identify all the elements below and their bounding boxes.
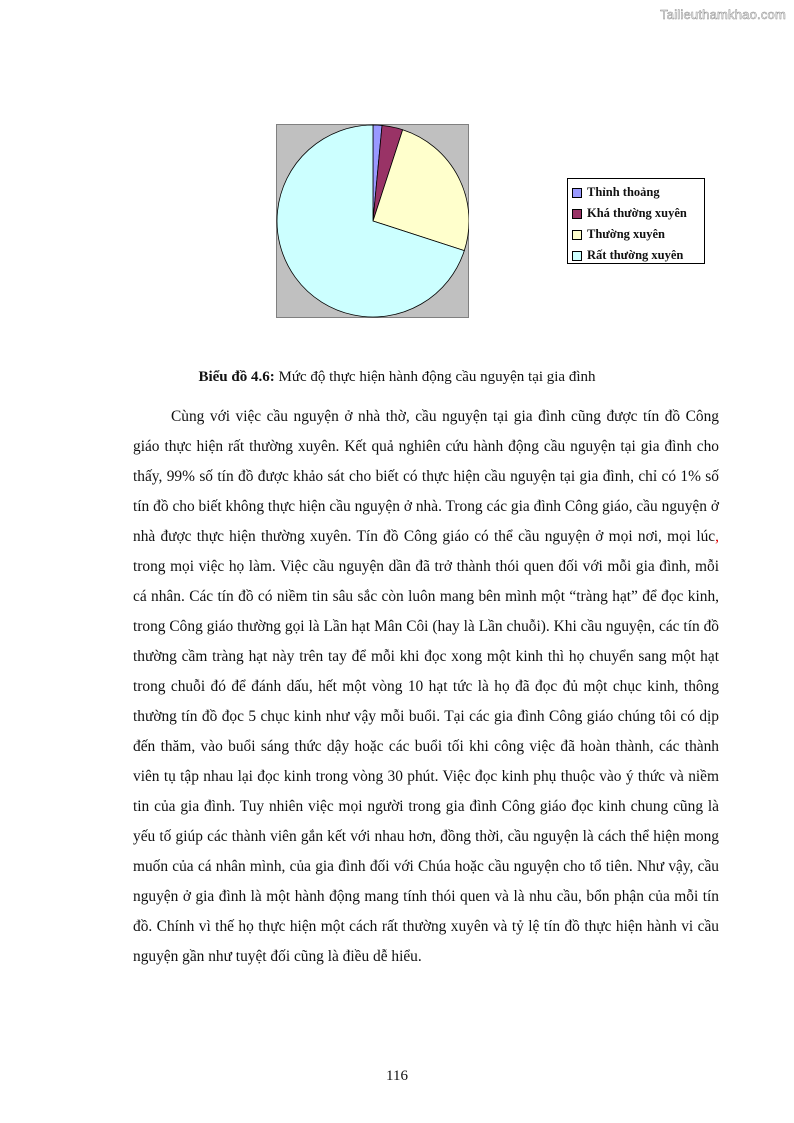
legend-item [572, 224, 704, 245]
pie-chart [276, 124, 469, 318]
caption-label: Biểu đồ 4.6: [198, 369, 275, 385]
watermark: Tailieuthamkhao.com [660, 7, 786, 22]
legend-label: Thỉnh thoảng [587, 185, 660, 199]
chart-legend [567, 178, 705, 264]
body-paragraph [133, 402, 719, 972]
figure-caption [0, 367, 794, 387]
legend-item [572, 182, 704, 203]
body-text-part-1: Cùng với việc cầu nguyện ở nhà thờ, cầu nguyện tại gia đình cũng được tín đồ Công giáo thực hiện rất thường xuyên. Kết quả nghiên cứu hành động cầu nguyện tại gia đình cho thấy, 99% số tín đồ được khảo sát cho biết có thực hiện cầu nguyện tại gia đình, chỉ có 1% số tín đồ cho biết không thực hiện cầu nguyện ở nhà. Trong các gia đình Công giáo, cầu nguyện ở nhà được thực hiện thường xuyên. Tín đồ Công giáo có thể cầu nguyện ở mọi nơi, mọi lúc [133, 408, 719, 545]
caption-text: Mức độ thực hiện hành động cầu nguyện tại gia đình [274, 369, 596, 385]
body-text-comma: , [715, 528, 719, 545]
legend-item [572, 245, 704, 266]
body-text-part-2: trong mọi việc họ làm. Việc cầu nguyện dần đã trở thành thói quen đối với mỗi gia đình, mỗi cá nhân. Các tín đồ có niềm tin sâu sắc còn luôn mang bên mình một “tràng hạt” để đọc kinh, trong Công giáo thường gọi là Lần hạt Mân Côi (hay là Lần chuỗi). Khi cầu nguyện, các tín đồ thường cầm tràng hạt này trên tay để mỗi khi đọc xong một kinh thì họ chuyển sang một hạt trong chuỗi đó để đánh dấu, hết một vòng 10 hạt tức là họ đã đọc đủ một chục kinh, thông thường tín đồ đọc 5 chục kinh như vậy mỗi buổi. Tại các gia đình Công giáo chúng tôi có dịp đến thăm, vào buổi sáng thức dậy hoặc các buổi tối khi công việc đã hoàn thành, các thành viên tụ tập nhau lại đọc kinh trong vòng 30 phút. Việc đọc kinh phụ thuộc vào ý thức và niềm tin của gia đình. Tuy nhiên việc mọi người trong gia đình Công giáo đọc kinh chung cũng là yếu tố giúp các thành viên gắn kết với nhau hơn, đồng thời, cầu nguyện là cách thể hiện mong muốn của cá nhân mình, của gia đình đối với Chúa hoặc cầu nguyện cho tổ tiên. Như vậy, cầu nguyện ở gia đình là một hành động mang tính thói quen và là nhu cầu, bổn phận của mỗi tín đồ. Chính vì thế họ thực hiện một cách rất thường xuyên và tỷ lệ tín đồ thực hiện hành vi cầu nguyện gần như tuyệt đối cũng là điều dễ hiểu. [133, 558, 719, 965]
legend-swatch [572, 188, 582, 198]
legend-label: Rất thường xuyên [587, 248, 684, 262]
legend-label: Khá thường xuyên [587, 206, 687, 220]
legend-swatch [572, 209, 582, 219]
legend-swatch [572, 251, 582, 261]
legend-label: Thường xuyên [587, 227, 665, 241]
legend-item [572, 203, 704, 224]
page-number: 116 [386, 1068, 408, 1084]
legend-swatch [572, 230, 582, 240]
